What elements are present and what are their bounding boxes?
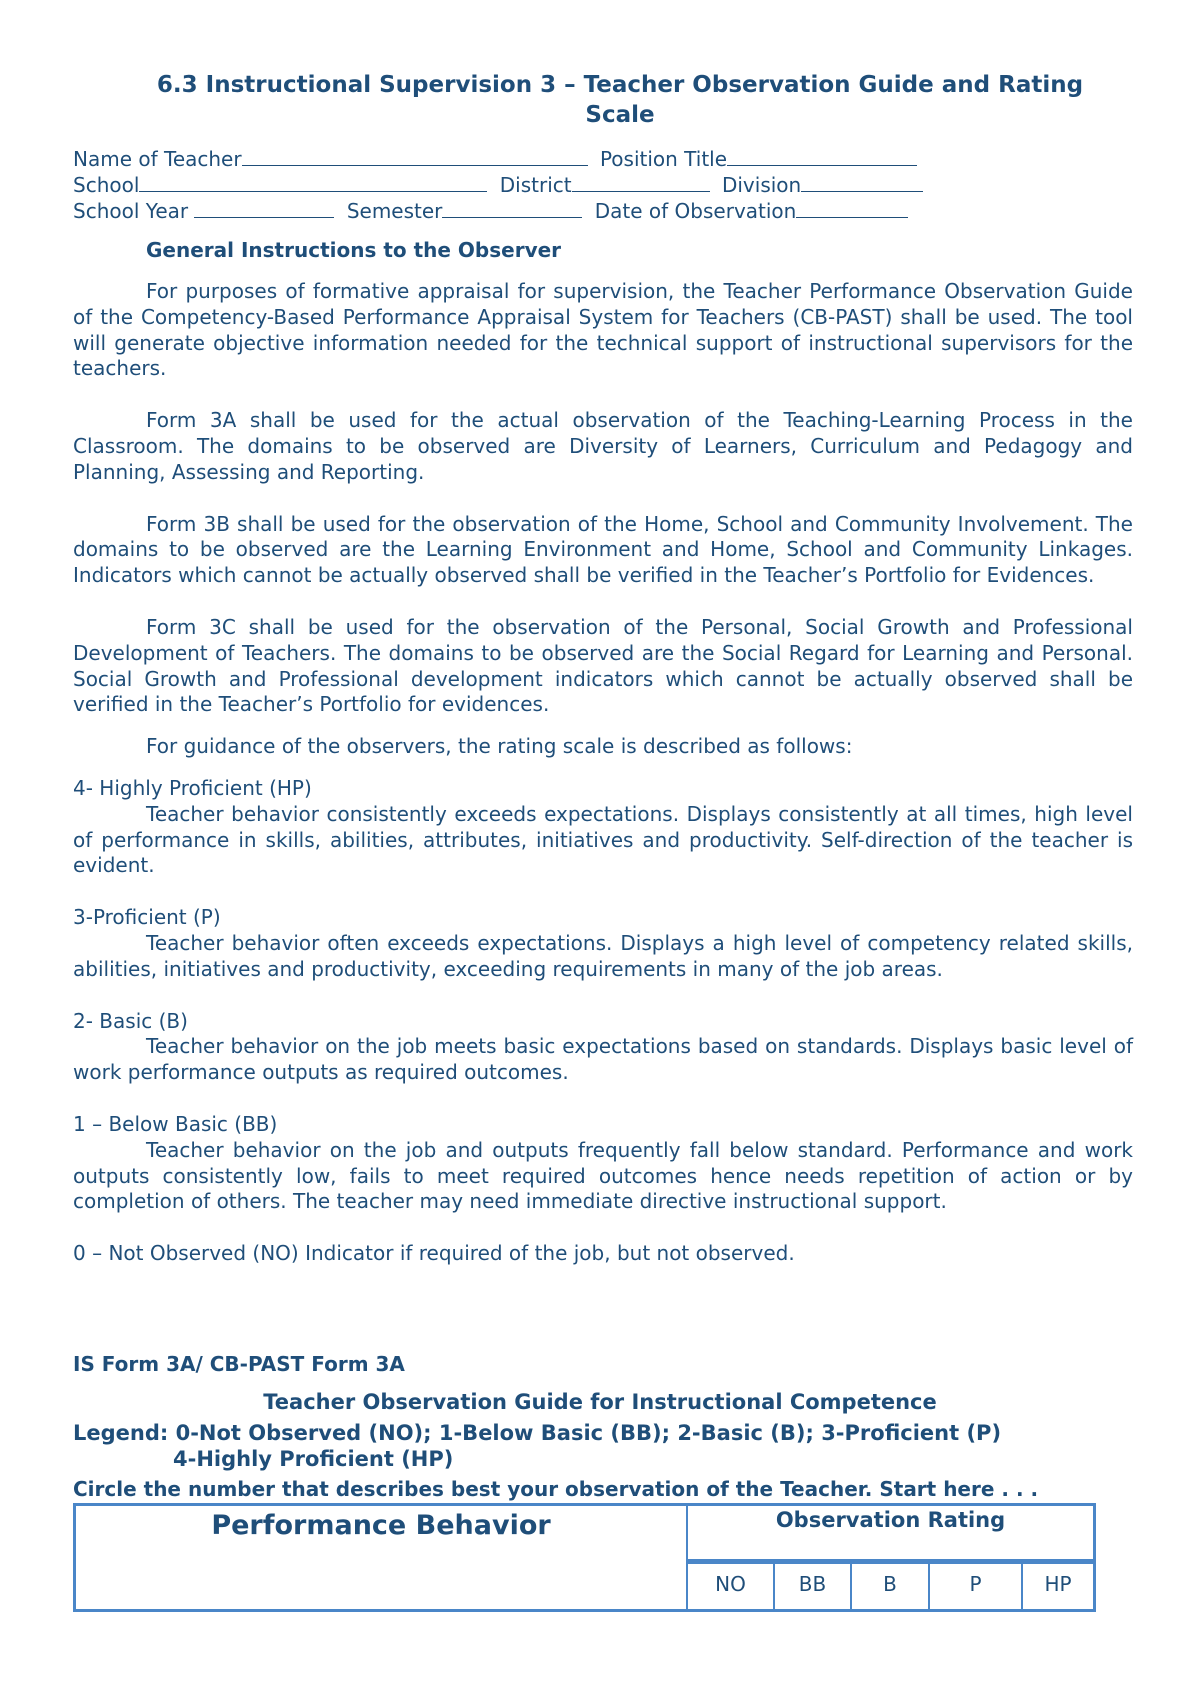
instructions-heading: General Instructions to the Observer (146, 238, 562, 262)
instruction-paragraph: Form 3B shall be used for the observation of the Home, School and Community Involvement. The domains to be observed are the Learning Environment and Home, School and Community Linkages. Indicators which cannot be actually observed shall be verified in the Teacher’s Portfolio for Evidences. (73, 511, 1133, 588)
rating-col-b: B (851, 1562, 929, 1611)
observation-date-field[interactable] (796, 199, 908, 218)
semester-label: Semester (346, 199, 443, 223)
scale-desc-p: Teacher behavior often exceeds expectations. Displays a high level of competency related skills, abilities, initiatives and productivity, exceeding requirements in many of the job areas. (73, 930, 1133, 981)
semester-field[interactable] (442, 199, 582, 218)
rating-col-p: P (929, 1562, 1022, 1611)
instruction-paragraph: For purposes of formative appraisal for supervision, the Teacher Performance Observation Guide of the Competency-Based Performance Appraisal System for Teachers (CB-PAST) shall be used. The tool will generate objective information needed for the technical support of instructional supervisors for the teachers. (73, 279, 1133, 381)
instruction-paragraph: Form 3C shall be used for the observation of the Personal, Social Growth and Professional Development of Teachers. The domains to be observed are the Social Regard for Learning and Personal. Social Growth and Professional development indicators which cannot be actually observed shall be verified in the Teacher’s Portfolio for evidences. (73, 614, 1133, 717)
instruction-paragraph: Form 3A shall be used for the actual observation of the Teaching-Learning Process in the Classroom. The domains to be observed are Diversity of Learners, Curriculum and Pedagogy and Planning, Assessing and Reporting. (73, 408, 1133, 484)
scale-label-no: 0 – Not Observed (NO) Indicator if required of the job, but not observed. (73, 1241, 795, 1266)
school-label: School (73, 173, 140, 197)
position-title-label: Position Title (599, 147, 728, 171)
scale-label-b: 2- Basic (B) (73, 1008, 188, 1033)
district-label: District (499, 173, 572, 197)
scale-desc-bb: Teacher behavior on the job and outputs frequently fall below standard. Performance and work outputs consistently low, fails to meet required outcomes hence needs repetition of action or by completion of others. The teacher may need immediate directive instructional support. (73, 1137, 1133, 1214)
observation-date-label: Date of Observation (594, 199, 797, 223)
rating-col-bb: BB (774, 1562, 851, 1611)
scale-desc-b: Teacher behavior on the job meets basic expectations based on standards. Displays basic level of work performance outputs as required outcomes. (73, 1034, 1133, 1085)
division-label: Division (721, 173, 802, 197)
scale-label-p: 3-Proficient (P) (73, 905, 221, 930)
school-year-field[interactable] (194, 199, 334, 218)
division-field[interactable] (801, 173, 923, 192)
teacher-name-label: Name of Teacher (73, 147, 242, 171)
form-identifier: IS Form 3A/ CB-PAST Form 3A (73, 1352, 405, 1376)
guide-title: Teacher Observation Guide for Instructional Competence (263, 1390, 937, 1414)
observation-rating-header: Observation Rating (687, 1505, 1095, 1562)
rating-col-hp: HP (1022, 1562, 1095, 1611)
school-field[interactable] (139, 173, 487, 192)
legend-line: Legend: 0-Not Observed (NO); 1-Below Basic (BB); 2-Basic (B); 3-Proficient (P) (73, 1421, 1002, 1445)
observation-rating-table (73, 1503, 1096, 1612)
performance-behavior-header: Performance Behavior (75, 1505, 688, 1611)
school-year-label: School Year (73, 199, 189, 223)
circle-instruction: Circle the number that describes best your observation of the Teacher. Start here . . . (73, 1477, 1039, 1501)
scale-label-hp: 4- Highly Proficient (HP) (73, 775, 312, 800)
district-field[interactable] (572, 173, 710, 192)
rating-col-no: NO (687, 1562, 774, 1611)
document-title: 6.3 Instructional Supervision 3 – Teacher Observation Guide and Rating Scale (156, 72, 1084, 128)
rating-legend (73, 1420, 1001, 1472)
instruction-paragraph: For guidance of the observers, the rating scale is described as follows: (146, 734, 853, 759)
scale-desc-hp: Teacher behavior consistently exceeds expectations. Displays consistently at all times, high level of performance in skills, abilities, attributes, initiatives and productivity. Self-direction of the teacher is evident. (73, 801, 1133, 878)
scale-label-bb: 1 – Below Basic (BB) (73, 1111, 278, 1136)
instructions-body (73, 279, 1133, 1267)
teacher-name-field[interactable] (242, 147, 588, 166)
position-title-field[interactable] (727, 147, 917, 166)
legend-line: 4-Highly Proficient (HP) (173, 1447, 454, 1471)
teacher-info-fields (73, 146, 929, 224)
